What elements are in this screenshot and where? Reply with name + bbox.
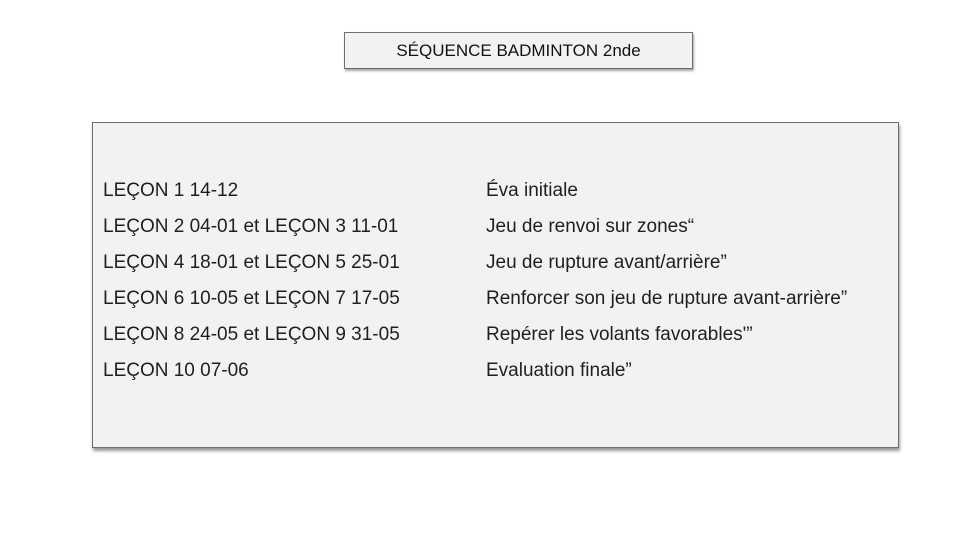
lesson-topic: Éva initiale bbox=[486, 180, 578, 201]
list-item bbox=[103, 284, 893, 320]
lesson-label: LEÇON 4 18-01 et LEÇON 5 25-01 bbox=[103, 252, 400, 273]
lesson-topic: Evaluation finale” bbox=[486, 360, 632, 381]
lesson-label: LEÇON 2 04-01 et LEÇON 3 11-01 bbox=[103, 216, 399, 237]
lesson-label: LEÇON 6 10-05 et LEÇON 7 17-05 bbox=[103, 288, 400, 309]
lesson-topic: Jeu de renvoi sur zones“ bbox=[486, 216, 695, 237]
lesson-label: LEÇON 8 24-05 et LEÇON 9 31-05 bbox=[103, 324, 400, 345]
list-item bbox=[103, 176, 893, 212]
lesson-list bbox=[103, 176, 893, 392]
lesson-label: LEÇON 1 14-12 bbox=[103, 180, 239, 201]
lesson-topic: Repérer les volants favorables'” bbox=[486, 324, 753, 345]
slide-title: SÉQUENCE BADMINTON 2nde bbox=[396, 40, 641, 60]
list-item bbox=[103, 356, 893, 392]
list-item bbox=[103, 212, 893, 248]
lesson-list-box bbox=[92, 122, 899, 448]
list-item bbox=[103, 248, 893, 284]
lesson-topic: Renforcer son jeu de rupture avant-arrière” bbox=[486, 288, 848, 309]
lesson-topic: Jeu de rupture avant/arrière” bbox=[486, 252, 727, 273]
lesson-label: LEÇON 10 07-06 bbox=[103, 360, 249, 381]
slide-title-box bbox=[344, 32, 693, 69]
list-item bbox=[103, 320, 893, 356]
